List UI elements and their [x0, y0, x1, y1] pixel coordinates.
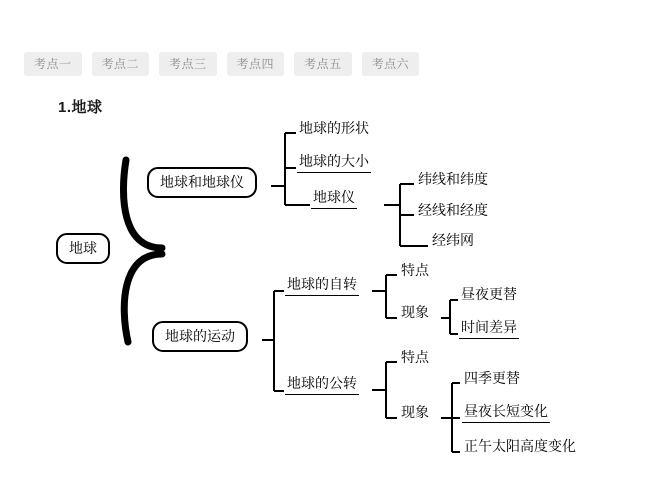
mindmap-node-four-seasons[interactable]: 四季更替 — [464, 370, 520, 386]
mindmap-node-revolution-features[interactable]: 特点 — [401, 349, 429, 365]
mindmap-node-day-length-change[interactable]: 昼夜长短变化 — [462, 402, 550, 423]
mindmap-node-globe[interactable]: 地球仪 — [311, 188, 357, 209]
mindmap-node-longitude[interactable]: 经线和经度 — [418, 202, 488, 218]
mindmap-node-noon-solar-altitude-change[interactable]: 正午太阳高度变化 — [464, 438, 576, 454]
mindmap-root-node[interactable]: 地球 — [56, 233, 110, 264]
tab-kaodian-1[interactable]: 考点一 — [24, 52, 82, 76]
mindmap-node-time-difference[interactable]: 时间差异 — [459, 318, 519, 339]
page-title: 1.地球 — [58, 99, 103, 116]
mindmap-node-rotation-features[interactable]: 特点 — [401, 262, 429, 278]
mindmap-node-rotation-phenomena[interactable]: 现象 — [401, 304, 429, 320]
tab-kaodian-2[interactable]: 考点二 — [92, 52, 150, 76]
mindmap-node-earth-size[interactable]: 地球的大小 — [297, 152, 371, 173]
mindmap-node-rotation[interactable]: 地球的自转 — [285, 275, 359, 296]
tab-kaodian-4[interactable]: 考点四 — [227, 52, 285, 76]
mindmap-node-earth-shape[interactable]: 地球的形状 — [299, 120, 369, 136]
mindmap-node-earth-and-globe[interactable]: 地球和地球仪 — [147, 167, 257, 198]
tab-kaodian-3[interactable]: 考点三 — [159, 52, 217, 76]
mindmap-node-graticule[interactable]: 经纬网 — [432, 232, 474, 248]
mindmap-node-earth-motion[interactable]: 地球的运动 — [152, 321, 248, 352]
tab-kaodian-5[interactable]: 考点五 — [294, 52, 352, 76]
mindmap-node-latitude[interactable]: 纬线和纬度 — [418, 171, 488, 187]
tab-kaodian-6[interactable]: 考点六 — [362, 52, 420, 76]
mindmap-node-day-night-alternation[interactable]: 昼夜更替 — [461, 286, 517, 302]
mindmap-node-revolution-phenomena[interactable]: 现象 — [401, 404, 429, 420]
mindmap-node-revolution[interactable]: 地球的公转 — [285, 374, 359, 395]
